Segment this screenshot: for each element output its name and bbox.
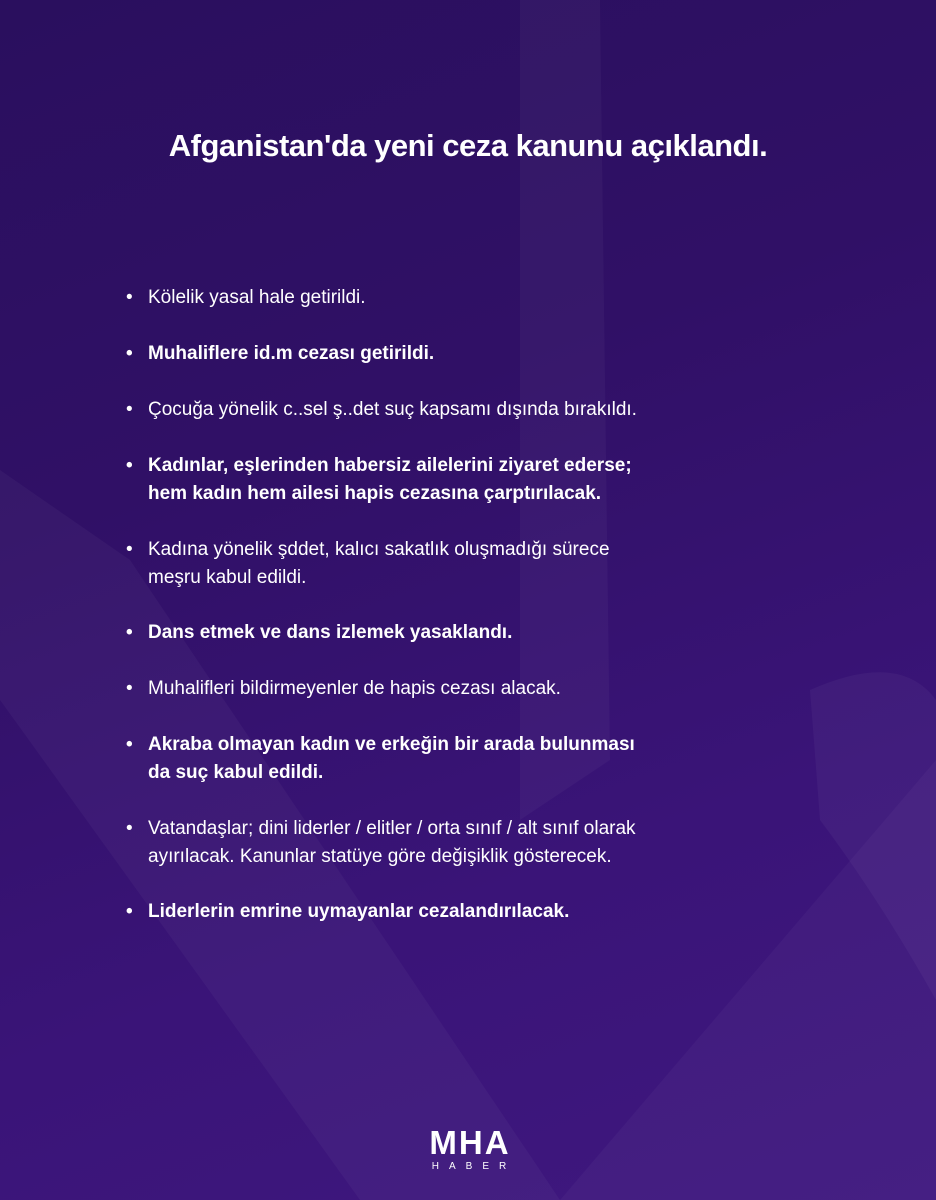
list-item [126,815,826,871]
item-text: Liderlerin emrine uymayanlar cezalandırılacak. [148,901,570,922]
bullet-icon: • [126,678,133,699]
item-text: Akraba olmayan kadın ve erkeğin bir arada bulunması da suç kabul edildi. [148,734,635,783]
bullet-icon: • [126,818,133,839]
list-item [126,396,826,424]
item-text: Vatandaşlar; dini liderler / elitler / orta sınıf / alt sınıf olarak ayırılacak. Kanunlar statüye göre değişiklik gösterecek. [148,818,636,867]
item-text: Muhaliflere id.m cezası getirildi. [148,343,435,364]
list-item [126,536,826,592]
item-text: Kölelik yasal hale getirildi. [148,287,366,308]
list-item [126,731,826,787]
bullet-icon: • [126,399,133,420]
bullet-icon: • [126,287,133,308]
logo-sub-text: HABER [431,1161,517,1172]
item-text: Kadına yönelik şddet, kalıcı sakatlık oluşmadığı sürece meşru kabul edildi. [148,539,610,588]
logo-main-text: MHA [429,1124,511,1161]
item-text: Dans etmek ve dans izlemek yasaklandı. [148,622,513,643]
item-text: Çocuğa yönelik c..sel ş..det suç kapsamı dışında bırakıldı. [148,399,637,420]
list-item [126,452,826,508]
list-item [126,675,826,703]
list-item [126,340,826,368]
list-item [126,898,826,926]
bullet-icon: • [126,734,133,755]
bullet-icon: • [126,343,133,364]
bullet-icon: • [126,622,133,643]
item-text: Muhalifleri bildirmeyenler de hapis cezası alacak. [148,678,561,699]
item-text: Kadınlar, eşlerinden habersiz ailelerini ziyaret ederse; hem kadın hem ailesi hapis cezasına çarptırılacak. [148,455,632,504]
bullet-icon: • [126,539,133,560]
bullet-icon: • [126,455,133,476]
list-item [126,284,826,312]
mha-haber-logo [410,1126,530,1174]
bullet-icon: • [126,901,133,922]
list-item [126,619,826,647]
headline: Afganistan'da yeni ceza kanunu açıklandı. [168,128,768,163]
